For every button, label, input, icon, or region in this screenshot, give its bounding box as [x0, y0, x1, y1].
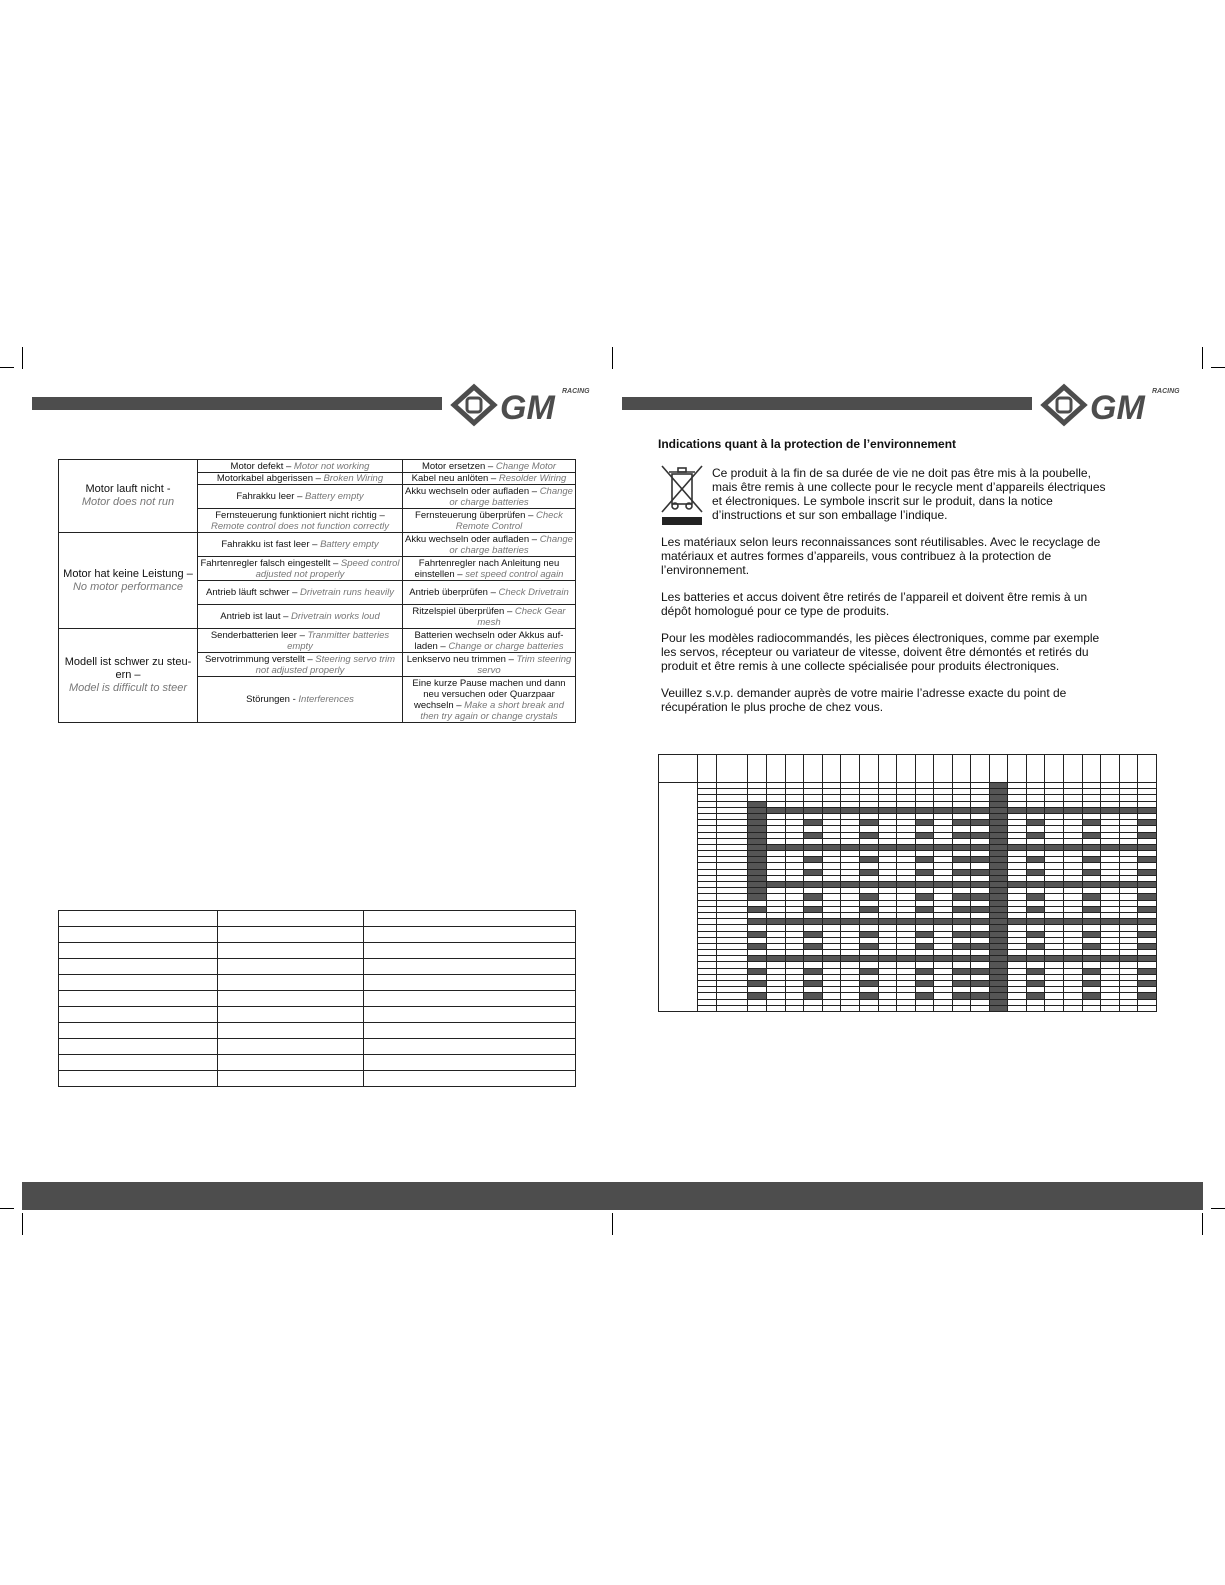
- cause-cell: Fahrakku ist fast leer – Battery empty: [198, 533, 403, 557]
- grid-cell: [1026, 1005, 1045, 1011]
- grid-cell: [971, 755, 990, 783]
- svg-text:GM: GM: [1090, 389, 1145, 427]
- empty-cell: [218, 1039, 364, 1055]
- table-row: [59, 533, 576, 557]
- fix-cell: Lenkservo neu trimmen – Trim steering servo: [403, 653, 576, 677]
- grid-cell: [841, 1005, 860, 1011]
- grid-cell: [659, 755, 698, 783]
- grid-cell: [989, 755, 1008, 783]
- crop-mark: [0, 1208, 14, 1209]
- grid-cell: [1119, 1005, 1138, 1011]
- cause-cell: Antrieb läuft schwer – Drivetrain runs heavily: [198, 581, 403, 605]
- gm-racing-logo-left: [450, 383, 610, 427]
- grid-cell: [971, 1005, 990, 1011]
- header-bar-right: [622, 397, 1032, 410]
- grid-cell: [1045, 1005, 1064, 1011]
- fix-cell: Motor ersetzen – Change Motor: [403, 460, 576, 473]
- table-row: [59, 975, 576, 991]
- empty-cell: [364, 927, 576, 943]
- empty-cell: [59, 927, 218, 943]
- empty-cell: [59, 1071, 218, 1087]
- grid-cell: [859, 1005, 878, 1011]
- symptom-cell: Modell ist schwer zu steu-ern – Model is difficult to steer: [59, 629, 198, 723]
- cause-cell: Motorkabel abgerissen – Broken Wiring: [198, 473, 403, 485]
- empty-cell: [218, 975, 364, 991]
- grid-cell: [822, 755, 841, 783]
- empty-cell: [364, 1071, 576, 1087]
- empty-cell: [59, 1055, 218, 1071]
- cause-cell: Servotrimmung verstellt – Steering servo trim not adjusted properly: [198, 653, 403, 677]
- environment-paragraph-4: Pour les modèles radiocommandés, les pièces électroniques, comme par exemple les servos, récepteur ou variateur de vitesse, doivent être démontés et retirés du produit et être remis à une collecte spécialisée pour produits électroniques.: [661, 631, 1100, 673]
- environment-title: Indications quant à la protection de l’environnement: [658, 437, 957, 451]
- table-row: [59, 1007, 576, 1023]
- fix-cell: Akku wechseln oder aufladen – Change or charge batteries: [403, 533, 576, 557]
- crop-mark: [612, 347, 613, 369]
- crop-mark: [612, 1213, 613, 1235]
- fix-cell: Fernsteuerung überprüfen – Check Remote Control: [403, 509, 576, 533]
- crop-mark: [22, 347, 23, 369]
- empty-cell: [218, 959, 364, 975]
- footer-bar: [22, 1182, 1203, 1210]
- fix-cell: Antrieb überprüfen – Check Drivetrain: [403, 581, 576, 605]
- grid-cell: [767, 1005, 786, 1011]
- gm-racing-logo-right: [1040, 383, 1200, 427]
- grid-cell: [698, 755, 717, 783]
- grid-cell: [878, 755, 897, 783]
- fix-cell: Akku wechseln oder aufladen – Change or charge batteries: [403, 485, 576, 509]
- grid-cell: [747, 755, 767, 783]
- grid-cell: [952, 755, 971, 783]
- crop-mark: [0, 367, 14, 368]
- grid-cell: [1082, 1005, 1101, 1011]
- table-row: [59, 991, 576, 1007]
- empty-cell: [218, 1071, 364, 1087]
- table-row: [59, 911, 576, 927]
- table-row: [59, 943, 576, 959]
- fix-cell: Kabel neu anlöten – Resolder Wiring: [403, 473, 576, 485]
- empty-cell: [364, 911, 576, 927]
- empty-cell: [218, 927, 364, 943]
- empty-cell: [59, 911, 218, 927]
- empty-cell: [59, 1007, 218, 1023]
- grid-cell: [989, 1005, 1008, 1011]
- header-bar-left: [32, 397, 442, 410]
- empty-cell: [59, 959, 218, 975]
- crop-mark: [1202, 347, 1203, 369]
- empty-cell: [59, 991, 218, 1007]
- grid-header-row: [659, 755, 1157, 783]
- table-row: [59, 629, 576, 653]
- grid-cell: [859, 755, 878, 783]
- grid-cell: [1008, 1005, 1027, 1011]
- environment-paragraph-3: Les batteries et accus doivent être retirés de l’appareil et doivent être remis à un dépôt homologué pour ce type de produits.: [661, 590, 1088, 618]
- empty-cell: [218, 1023, 364, 1039]
- fix-cell: Fahrtenregler nach Anleitung neu einstellen – set speed control again: [403, 557, 576, 581]
- troubleshooting-table: [58, 459, 576, 723]
- grid-cell: [1008, 755, 1027, 783]
- grid-cell: [1026, 755, 1045, 783]
- empty-cell: [364, 943, 576, 959]
- schedule-grid: [658, 754, 1157, 1012]
- grid-cell: [1063, 755, 1082, 783]
- grid-cell: [915, 1005, 934, 1011]
- blank-table: [58, 910, 576, 1087]
- grid-cell: [1119, 755, 1138, 783]
- grid-cell: [804, 755, 823, 783]
- empty-cell: [59, 1039, 218, 1055]
- grid-cell: [1101, 1005, 1120, 1011]
- environment-paragraph-5: Veuillez s.v.p. demander auprès de votre mairie l’adresse exacte du point de récupération le plus proche de chez vous.: [661, 686, 1067, 714]
- grid-cell: [897, 755, 916, 783]
- grid-cell: [785, 1005, 804, 1011]
- environment-paragraph-1: Ce produit à la fin de sa durée de vie ne doit pas être mis à la poubelle, mais être remis à une collecte pour le recycle ment d’appareils électriques et électroniques. Le symbole inscrit sur le produit, dans la notice d’instructions et sur son emballage l’indique.: [712, 466, 1106, 522]
- crop-mark: [1202, 1213, 1203, 1235]
- table-row: [59, 959, 576, 975]
- grid-cell: [822, 1005, 841, 1011]
- empty-cell: [364, 975, 576, 991]
- symptom-cell: Motor lauft nicht - Motor does not run: [59, 460, 198, 533]
- fix-cell: Batterien wechseln oder Akkus auf-laden – Change or charge batteries: [403, 629, 576, 653]
- crop-mark: [22, 1213, 23, 1235]
- table-row: [59, 1039, 576, 1055]
- table-row: [59, 1055, 576, 1071]
- grid-cell: [1082, 755, 1101, 783]
- svg-text:RACING: RACING: [562, 388, 590, 395]
- symptom-cell: Motor hat keine Leistung – No motor performance: [59, 533, 198, 629]
- cause-cell: Fahrtenregler falsch eingestellt – Speed control adjusted not properly: [198, 557, 403, 581]
- crop-mark: [1211, 1208, 1225, 1209]
- table-row: [59, 1071, 576, 1087]
- grid-cell: [804, 1005, 823, 1011]
- grid-cell: [716, 755, 747, 783]
- empty-cell: [364, 1023, 576, 1039]
- grid-cell: [878, 1005, 897, 1011]
- grid-cell: [785, 755, 804, 783]
- empty-cell: [218, 1055, 364, 1071]
- environment-paragraph-2: Les matériaux selon leurs reconnaissances sont réutilisables. Avec le recyclage de matériaux et autres formes d’appareils, vous contribuez à la protection de l’environnement.: [661, 535, 1101, 577]
- empty-cell: [59, 943, 218, 959]
- grid-cell: [934, 1005, 953, 1011]
- cause-cell: Antrieb ist laut – Drivetrain works loud: [198, 605, 403, 629]
- grid-cell: [698, 1005, 717, 1011]
- grid-cell: [1138, 755, 1157, 783]
- table-row: [59, 460, 576, 473]
- fix-cell: Eine kurze Pause machen und dann neu versuchen oder Quarzpaar wechseln – Make a short break and then try again or change crystals: [403, 677, 576, 723]
- fix-cell: Ritzelspiel überprüfen – Check Gear mesh: [403, 605, 576, 629]
- cause-cell: Fernsteuerung funktioniert nicht richtig – Remote control does not function correctly: [198, 509, 403, 533]
- grid-cell: [659, 783, 698, 1012]
- svg-text:RACING: RACING: [1152, 388, 1180, 395]
- empty-cell: [59, 975, 218, 991]
- grid-cell: [934, 755, 953, 783]
- cause-cell: Motor defekt – Motor not working: [198, 460, 403, 473]
- crossed-out-wheelie-bin-icon: [658, 462, 706, 528]
- grid-cell: [915, 755, 934, 783]
- empty-cell: [218, 943, 364, 959]
- cause-cell: Senderbatterien leer – Tranmitter batteries empty: [198, 629, 403, 653]
- empty-cell: [364, 1039, 576, 1055]
- grid-cell: [1063, 1005, 1082, 1011]
- crop-mark: [1211, 367, 1225, 368]
- grid-row: [659, 1005, 1157, 1011]
- empty-cell: [364, 1007, 576, 1023]
- empty-cell: [218, 911, 364, 927]
- svg-text:GM: GM: [500, 389, 555, 427]
- grid-cell: [1101, 755, 1120, 783]
- grid-cell: [767, 755, 786, 783]
- empty-cell: [59, 1023, 218, 1039]
- empty-cell: [218, 991, 364, 1007]
- empty-cell: [364, 959, 576, 975]
- cause-cell: Fahrakku leer – Battery empty: [198, 485, 403, 509]
- grid-cell: [897, 1005, 916, 1011]
- empty-cell: [218, 1007, 364, 1023]
- cause-cell: Störungen - Interferences: [198, 677, 403, 723]
- empty-cell: [364, 991, 576, 1007]
- grid-cell: [747, 1005, 767, 1011]
- grid-cell: [841, 755, 860, 783]
- table-row: [59, 927, 576, 943]
- grid-cell: [952, 1005, 971, 1011]
- empty-cell: [364, 1055, 576, 1071]
- grid-cell: [1045, 755, 1064, 783]
- grid-cell: [716, 1005, 747, 1011]
- grid-cell: [1138, 1005, 1157, 1011]
- table-row: [59, 1023, 576, 1039]
